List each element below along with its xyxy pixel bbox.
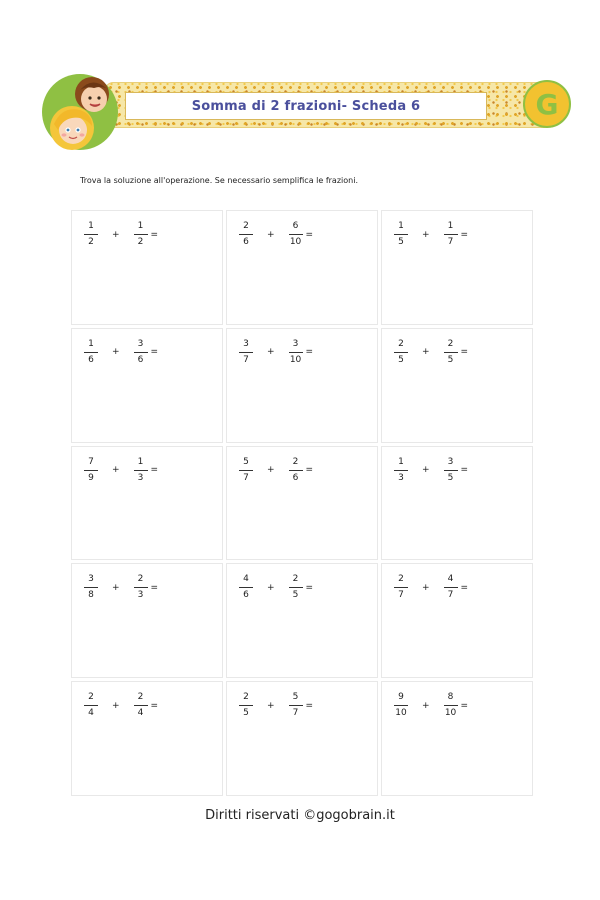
plus-sign: +	[112, 229, 120, 240]
denominator: 4	[88, 708, 94, 719]
denominator: 4	[137, 708, 144, 719]
denominator: 2	[137, 237, 144, 247]
denominator: 5	[447, 472, 454, 483]
denominator: 6	[88, 354, 94, 365]
fraction-b	[444, 339, 458, 366]
numerator: 2	[88, 692, 94, 703]
fraction-bar	[394, 470, 408, 471]
plus-sign: +	[267, 465, 275, 476]
numerator: 8	[447, 692, 454, 703]
numerator: 1	[398, 221, 404, 231]
header-banner	[40, 72, 565, 152]
fraction-bar	[84, 705, 98, 706]
exercise-cell[interactable]	[226, 563, 378, 678]
fraction-bar	[239, 587, 253, 588]
fraction-bar	[84, 234, 98, 235]
fraction-b	[444, 457, 458, 484]
denominator: 7	[243, 472, 249, 483]
numerator: 2	[292, 456, 299, 467]
numerator: 3	[447, 456, 454, 467]
fraction-bar	[134, 470, 148, 471]
fraction-b	[444, 574, 458, 601]
fraction-bar	[289, 470, 303, 471]
equals-sign: =	[460, 465, 469, 476]
equals-sign: =	[460, 347, 469, 358]
numerator: 2	[243, 221, 249, 231]
fraction-bar	[134, 587, 148, 588]
numerator: 1	[88, 221, 94, 231]
fraction-b	[134, 339, 148, 366]
fraction-bar	[444, 352, 458, 353]
fraction-bar	[239, 470, 253, 471]
fraction-a	[84, 457, 98, 484]
plus-sign: +	[267, 229, 275, 240]
plus-sign: +	[422, 229, 430, 240]
fraction-b	[134, 221, 148, 248]
fraction-expression	[239, 339, 313, 366]
equals-sign: =	[460, 229, 469, 240]
exercise-cell[interactable]	[226, 681, 378, 796]
exercise-cell[interactable]	[381, 446, 533, 561]
denominator: 10	[289, 354, 302, 365]
plus-sign: +	[422, 347, 430, 358]
fraction-bar	[394, 234, 408, 235]
fraction-a	[394, 339, 408, 366]
numerator: 1	[88, 338, 94, 349]
denominator: 2	[88, 237, 94, 247]
fraction-b	[289, 574, 303, 601]
fraction-a	[239, 221, 253, 248]
exercise-cell[interactable]	[71, 681, 223, 796]
fraction-bar	[239, 352, 253, 353]
instruction-text: Trova la soluzione all'operazione. Se necessario semplifica le frazioni.	[80, 176, 358, 185]
fraction-a	[84, 221, 98, 248]
fraction-b	[134, 457, 148, 484]
equals-sign: =	[460, 700, 469, 711]
numerator: 3	[243, 338, 249, 349]
fraction-expression	[84, 692, 158, 719]
denominator: 6	[243, 590, 249, 601]
fraction-b	[289, 339, 303, 366]
denominator: 3	[137, 472, 144, 483]
equals-sign: =	[305, 700, 314, 711]
fraction-bar	[444, 470, 458, 471]
fraction-a	[239, 574, 253, 601]
equals-sign: =	[150, 582, 159, 593]
title-box	[125, 92, 487, 120]
fraction-bar	[444, 234, 458, 235]
denominator: 7	[243, 354, 249, 365]
numerator: 2	[137, 574, 144, 585]
numerator: 2	[398, 338, 404, 349]
numerator: 3	[88, 574, 94, 585]
equals-sign: =	[305, 229, 314, 240]
fraction-b	[289, 221, 303, 248]
denominator: 5	[243, 708, 249, 719]
fraction-b	[289, 457, 303, 484]
exercise-grid	[71, 210, 533, 796]
denominator: 3	[137, 590, 144, 601]
fraction-bar	[444, 705, 458, 706]
numerator: 3	[292, 338, 299, 349]
kids-illustration-icon	[40, 72, 130, 158]
exercise-cell[interactable]	[71, 446, 223, 561]
denominator: 7	[398, 590, 404, 601]
fraction-bar	[84, 587, 98, 588]
fraction-a	[394, 221, 408, 248]
denominator: 5	[447, 354, 454, 365]
numerator: 7	[88, 456, 94, 467]
fraction-expression	[239, 574, 313, 601]
fraction-expression	[84, 221, 158, 248]
fraction-a	[84, 339, 98, 366]
denominator: 8	[88, 590, 94, 601]
fraction-a	[239, 339, 253, 366]
fraction-bar	[289, 705, 303, 706]
fraction-bar	[444, 587, 458, 588]
denominator: 10	[444, 708, 457, 719]
fraction-a	[84, 574, 98, 601]
plus-sign: +	[267, 700, 275, 711]
fraction-a	[84, 692, 98, 719]
denominator: 7	[447, 590, 454, 601]
fraction-bar	[239, 234, 253, 235]
numerator: 2	[292, 574, 299, 585]
equals-sign: =	[150, 229, 159, 240]
fraction-b	[289, 692, 303, 719]
fraction-expression	[84, 339, 158, 366]
numerator: 6	[292, 221, 299, 231]
numerator: 5	[292, 692, 299, 703]
fraction-expression	[394, 457, 468, 484]
fraction-expression	[394, 574, 468, 601]
fraction-expression	[394, 221, 468, 248]
equals-sign: =	[305, 347, 314, 358]
fraction-bar	[289, 352, 303, 353]
exercise-cell[interactable]	[226, 210, 378, 325]
exercise-cell[interactable]	[71, 210, 223, 325]
fraction-b	[444, 221, 458, 248]
fraction-expression	[394, 339, 468, 366]
plus-sign: +	[112, 347, 120, 358]
plus-sign: +	[422, 465, 430, 476]
numerator: 9	[398, 692, 404, 703]
gogobrain-logo	[523, 80, 571, 128]
fraction-bar	[394, 587, 408, 588]
numerator: 1	[137, 221, 144, 231]
numerator: 3	[137, 338, 144, 349]
denominator: 3	[398, 472, 404, 483]
fraction-bar	[84, 352, 98, 353]
exercise-cell[interactable]	[381, 563, 533, 678]
denominator: 10	[395, 708, 407, 719]
plus-sign: +	[267, 582, 275, 593]
logo-letter: G	[535, 87, 559, 121]
fraction-bar	[239, 705, 253, 706]
plus-sign: +	[422, 700, 430, 711]
page-title: Somma di 2 frazioni- Scheda 6	[191, 98, 421, 114]
fraction-bar	[394, 705, 408, 706]
fraction-bar	[84, 470, 98, 471]
fraction-expression	[84, 457, 158, 484]
fraction-a	[239, 457, 253, 484]
fraction-bar	[289, 234, 303, 235]
numerator: 5	[243, 456, 249, 467]
denominator: 9	[88, 472, 94, 483]
numerator: 2	[243, 692, 249, 703]
fraction-bar	[134, 352, 148, 353]
numerator: 1	[137, 456, 144, 467]
fraction-b	[134, 692, 148, 719]
fraction-expression	[239, 692, 313, 719]
fraction-bar	[134, 234, 148, 235]
equals-sign: =	[460, 582, 469, 593]
fraction-a	[239, 692, 253, 719]
denominator: 7	[447, 237, 454, 247]
plus-sign: +	[112, 582, 120, 593]
exercise-cell[interactable]	[381, 210, 533, 325]
numerator: 1	[398, 456, 404, 467]
plus-sign: +	[112, 465, 120, 476]
fraction-b	[444, 692, 458, 719]
numerator: 2	[137, 692, 144, 703]
exercise-cell[interactable]	[226, 446, 378, 561]
numerator: 2	[398, 574, 404, 585]
numerator: 1	[447, 221, 454, 231]
fraction-a	[394, 574, 408, 601]
fraction-bar	[394, 352, 408, 353]
denominator: 7	[292, 708, 299, 719]
denominator: 10	[289, 237, 302, 247]
fraction-expression	[84, 574, 158, 601]
plus-sign: +	[267, 347, 275, 358]
denominator: 5	[398, 237, 404, 247]
fraction-expression	[394, 692, 468, 719]
denominator: 6	[243, 237, 249, 247]
equals-sign: =	[150, 700, 159, 711]
fraction-a	[394, 692, 408, 719]
fraction-expression	[239, 457, 313, 484]
fraction-expression	[239, 221, 313, 248]
equals-sign: =	[150, 347, 159, 358]
equals-sign: =	[305, 465, 314, 476]
fraction-bar	[289, 587, 303, 588]
denominator: 5	[292, 590, 299, 601]
exercise-cell[interactable]	[381, 328, 533, 443]
equals-sign: =	[305, 582, 314, 593]
denominator: 6	[292, 472, 299, 483]
exercise-cell[interactable]	[71, 563, 223, 678]
fraction-b	[134, 574, 148, 601]
copyright-footer: Diritti riservati ©gogobrain.it	[205, 808, 395, 823]
denominator: 6	[137, 354, 144, 365]
numerator: 4	[243, 574, 249, 585]
plus-sign: +	[422, 582, 430, 593]
plus-sign: +	[112, 700, 120, 711]
exercise-cell[interactable]	[226, 328, 378, 443]
equals-sign: =	[150, 465, 159, 476]
fraction-a	[394, 457, 408, 484]
denominator: 5	[398, 354, 404, 365]
exercise-cell[interactable]	[71, 328, 223, 443]
numerator: 4	[447, 574, 454, 585]
fraction-bar	[134, 705, 148, 706]
exercise-cell[interactable]	[381, 681, 533, 796]
numerator: 2	[447, 338, 454, 349]
